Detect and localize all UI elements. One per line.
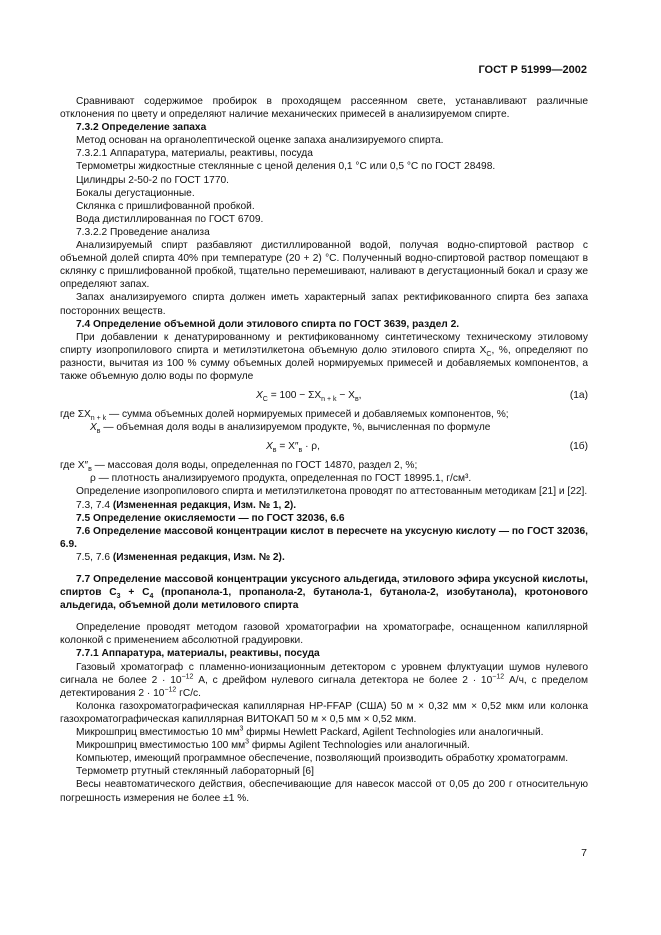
formula-legend: где $X''_в$ — массовая доля воды, определенная по ГОСТ 14870, раздел 2, %; (60, 460, 418, 474)
paragraph: Запах анализируемого спирта должен иметь характерный запах ректификованного спирта без запаха посторонних веществ. (60, 292, 588, 317)
section-heading-7-5: 7.5 Определение окисляемости — по ГОСТ 32036, 6.6 (76, 512, 345, 524)
paragraph: Склянка с пришлифованной пробкой. (76, 200, 255, 212)
formula-legend: где $\Sigma X_{n + k}$ — сумма объемных долей нормируемых примесей и добавляемых компонентов, %; (60, 409, 509, 423)
section-heading-7-7-1: 7.7.1 Аппаратура, материалы, реактивы, посуда (76, 648, 320, 660)
formula-1b (60, 438, 588, 455)
formula-legend: $X_в$ — объемная доля воды в анализируемом продукте, %, вычисленная по формуле (90, 422, 491, 436)
paragraph: Термометр ртутный стеклянный лабораторный [6] (76, 766, 314, 778)
paragraph: Сравнивают содержимое пробирок в проходящем рассеянном свете, устанавливают различные отклонения по цвету и определяют наличие механических примесей в анализируемом спирте. (60, 96, 588, 121)
paragraph: Компьютер, имеющий программное обеспечение, позволяющий производить обработку хроматограмм. (76, 753, 569, 765)
subsection-heading: 7.3.2.1 Аппаратура, материалы, реактивы, посуда (76, 148, 313, 160)
paragraph: Бокалы дегустационные. (76, 187, 195, 199)
paragraph: Газовый хроматограф с пламенно-ионизационным детектором с уровнем флуктуации шумов нулевого сигнала не более $2 \cdot 10^{-12}$ А, с дрейфом нулевого сигнала детектора не более $2 \cdot 10^{-12}$ А/ч, с пределом детектирования $2 \cdot 10^{-12}$ гС/с. (60, 661, 588, 699)
document-header: ГОСТ Р 51999—2002 (478, 64, 587, 76)
amendment-note: 7.5, 7.6 (Измененная редакция, Изм. № 2). (76, 551, 285, 563)
paragraph: Анализируемый спирт разбавляют дистиллированной водой, получая водно-спиртовой раствор с объемной долей спирта 40% при температуре (20 + 2) °С. Полученный водно-спиртовой раствор помещают в склянку с пришлифованной пробкой, тщательно перемешивают, наливают в дегустационный бокал и сразу же определяют запах. (60, 240, 588, 291)
paragraph: Определение изопропилового спирта и метилэтилкетона проводят по аттестованным методикам [21] и [22]. (76, 486, 588, 498)
formula-number: (1а) (569, 390, 588, 402)
formula-expression: $X_C = 100 - \Sigma X_{n + k} - X_в$, (256, 390, 362, 404)
page-body (60, 95, 588, 805)
paragraph: При добавлении к денатурированному и ректификованному синтетическому техническому этиловому спирту изопропилового спирта и метилэтилкетона объемную долю этилового спирта $X_C$, %, определяют по разности, вычитая из 100 % сумму объемных долей нормируемых примесей и добавляемых компонентов, а также объемную долю воды по формуле (60, 331, 588, 382)
paragraph: Микрошприц вместимостью 100 $мм^3$ фирмы Agilent Technologies или аналогичный. (76, 738, 470, 752)
paragraph: Метод основан на органолептической оценке запаха анализируемого спирта. (76, 135, 444, 147)
paragraph: Цилиндры 2-50-2 по ГОСТ 1770. (76, 174, 229, 186)
formula-legend: ρ — плотность анализируемого продукта, определенная по ГОСТ 18995.1, г/см³. (90, 473, 472, 485)
paragraph: Термометры жидкостные стеклянные с ценой деления 0,1 °С или 0,5 °С по ГОСТ 28498. (76, 161, 496, 173)
subsection-heading: 7.3.2.2 Проведение анализа (76, 226, 210, 238)
paragraph: Весы неавтоматического действия, обеспечивающие для навесок массой от 0,05 до 200 г относительную погрешность измерения не более ±1 %. (60, 779, 588, 804)
paragraph: Определение проводят методом газовой хроматографии на хроматографе, оснащенном капиллярной колонкой с применением абсолютной градуировки. (60, 622, 588, 647)
paragraph: Микрошприц вместимостью 10 $мм^3$ фирмы Hewlett Packard, Agilent Technologies или аналогичный. (76, 725, 544, 739)
page-number: 7 (581, 847, 587, 859)
paragraph: Вода дистиллированная по ГОСТ 6709. (76, 213, 264, 225)
paragraph: Колонка газохроматографическая капиллярная HP-FFAP (США) 50 м × 0,32 мм × 0,52 мкм или колонка газохроматографическая капиллярная ВИТОКАП 50 м × 0,5 мм × 0,52 мкм. (60, 700, 588, 725)
formula-1a (60, 387, 588, 404)
section-heading-7-3-2: 7.3.2 Определение запаха (76, 122, 207, 134)
amendment-note: 7.3, 7.4 (Измененная редакция, Изм. № 1, 2). (76, 499, 297, 511)
formula-number: (1б) (569, 441, 588, 453)
section-heading-7-4: 7.4 Определение объемной доли этилового спирта по ГОСТ 3639, раздел 2. (76, 318, 460, 330)
section-heading-7-6: 7.6 Определение массовой концентрации кислот в пересчете на уксусную кислоту — по ГОСТ 32036, 6.9. (60, 525, 588, 550)
formula-expression: $X_в = X''_в \cdot \rho$, (266, 441, 320, 455)
section-heading-7-7: 7.7 Определение массовой концентрации уксусного альдегида, этилового эфира уксусной кислоты, спиртов $C_3 + C_4$ (пропанола-1, пропанола-2, бутанола-1, бутанола-2, изобутанола), кротонового альдегида, объемной доли метилового спирта (60, 574, 589, 612)
